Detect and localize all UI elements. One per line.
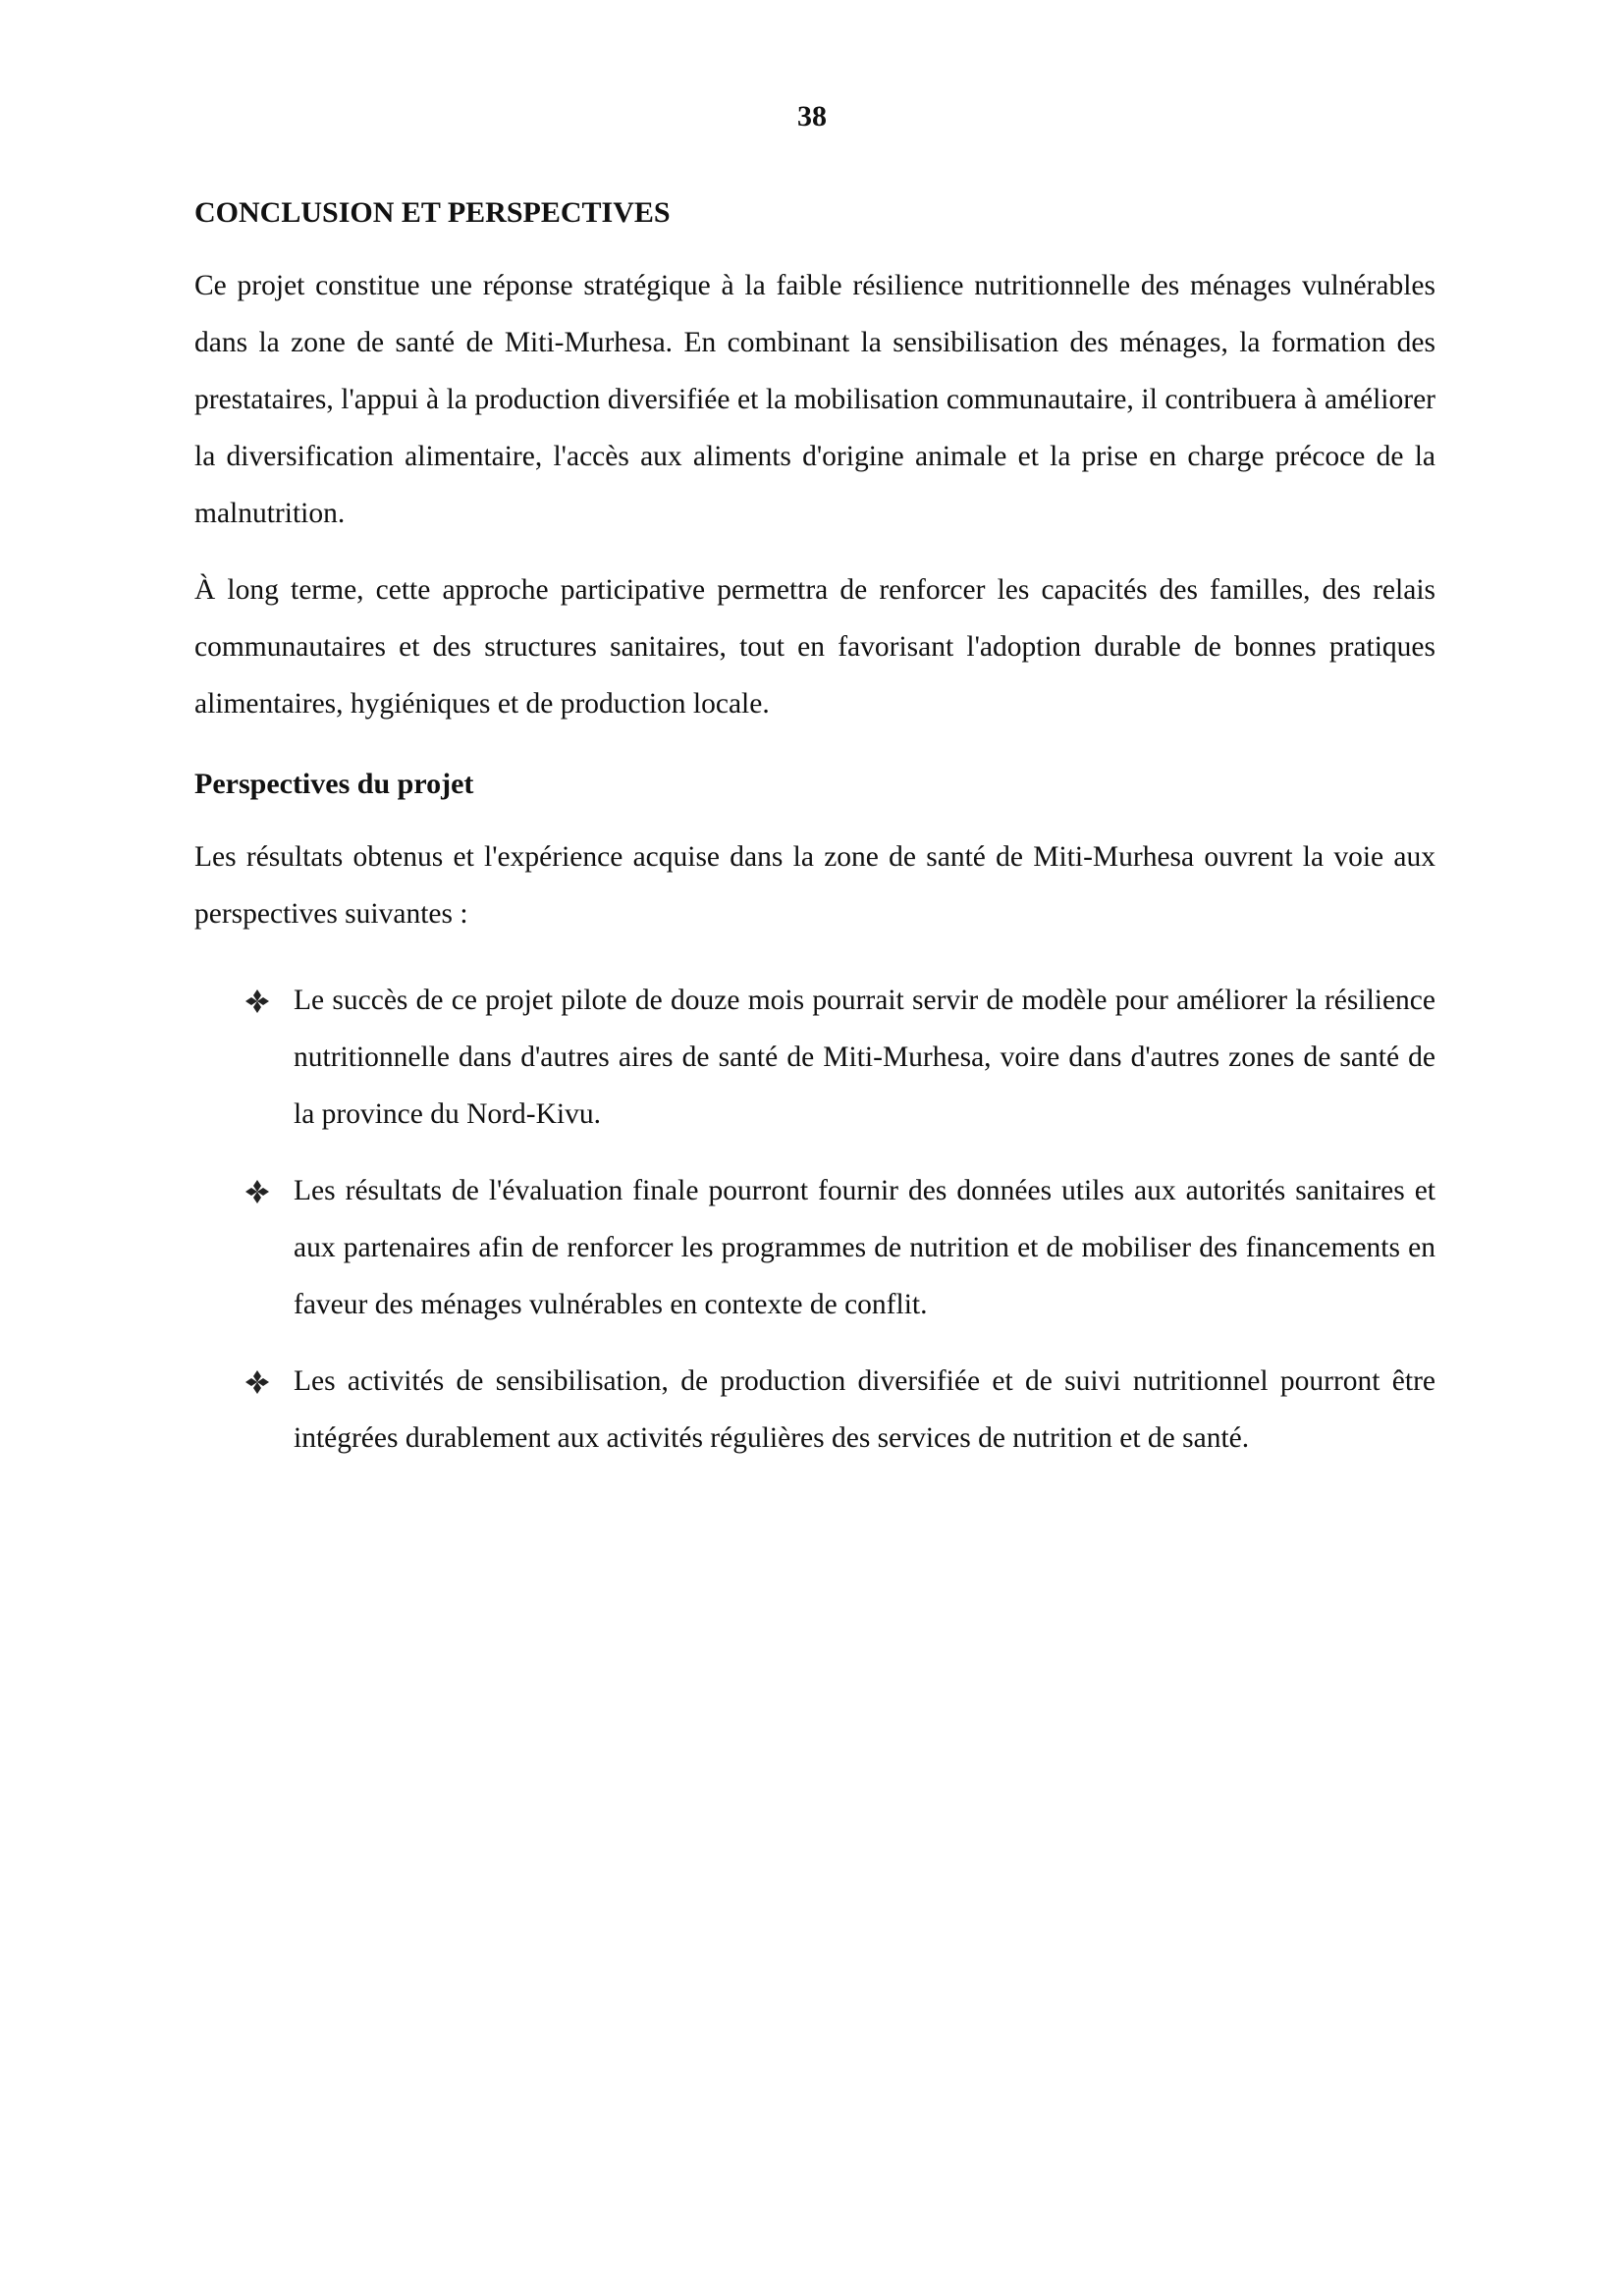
section-heading: CONCLUSION ET PERSPECTIVES [194, 196, 671, 229]
intro-paragraph: Les résultats obtenus et l'expérience acquise dans la zone de santé de Miti-Murhesa ouvrent la voie aux perspectives suivantes : [194, 841, 1435, 930]
subsection-heading: Perspectives du projet [194, 768, 474, 800]
list-item [194, 972, 1435, 1143]
perspectives-list [194, 972, 1435, 1467]
page-number: 38 [797, 100, 827, 133]
list-item-text: Le succès de ce projet pilote de douze mois pourrait servir de modèle pour améliorer la résilience nutritionnelle dans d'autres aires de santé de Miti-Murhesa, voire dans d'autres zones de santé de la province du Nord-Kivu. [294, 985, 1435, 1130]
list-item-text: Les activités de sensibilisation, de production diversifiée et de suivi nutritionnel pourront être intégrées durablement aux activités régulières des services de nutrition et de santé. [294, 1365, 1435, 1454]
paragraph: À long terme, cette approche participative permettra de renforcer les capacités des familles, des relais communautaires et des structures sanitaires, tout en favorisant l'adoption durable de bonnes pratiques alimentaires, hygiéniques et de production locale. [194, 574, 1435, 720]
four-diamond-bullet-icon [244, 1178, 271, 1205]
page-content [194, 188, 1435, 1486]
paragraph: Ce projet constitue une réponse stratégique à la faible résilience nutritionnelle des ménages vulnérables dans la zone de santé de Miti-Murhesa. En combinant la sensibilisation des ménages, la formation des prestataires, l'appui à la production diversifiée et la mobilisation communautaire, il contribuera à améliorer la diversification alimentaire, l'accès aux aliments d'origine animale et la prise en charge précoce de la malnutrition. [194, 270, 1435, 529]
list-item [194, 1162, 1435, 1333]
four-diamond-bullet-icon [244, 988, 271, 1015]
list-item [194, 1353, 1435, 1467]
four-diamond-bullet-icon [244, 1368, 271, 1396]
list-item-text: Les résultats de l'évaluation finale pourront fournir des données utiles aux autorités sanitaires et aux partenaires afin de renforcer les programmes de nutrition et de mobiliser des financements en faveur des ménages vulnérables en contexte de conflit. [294, 1175, 1435, 1320]
